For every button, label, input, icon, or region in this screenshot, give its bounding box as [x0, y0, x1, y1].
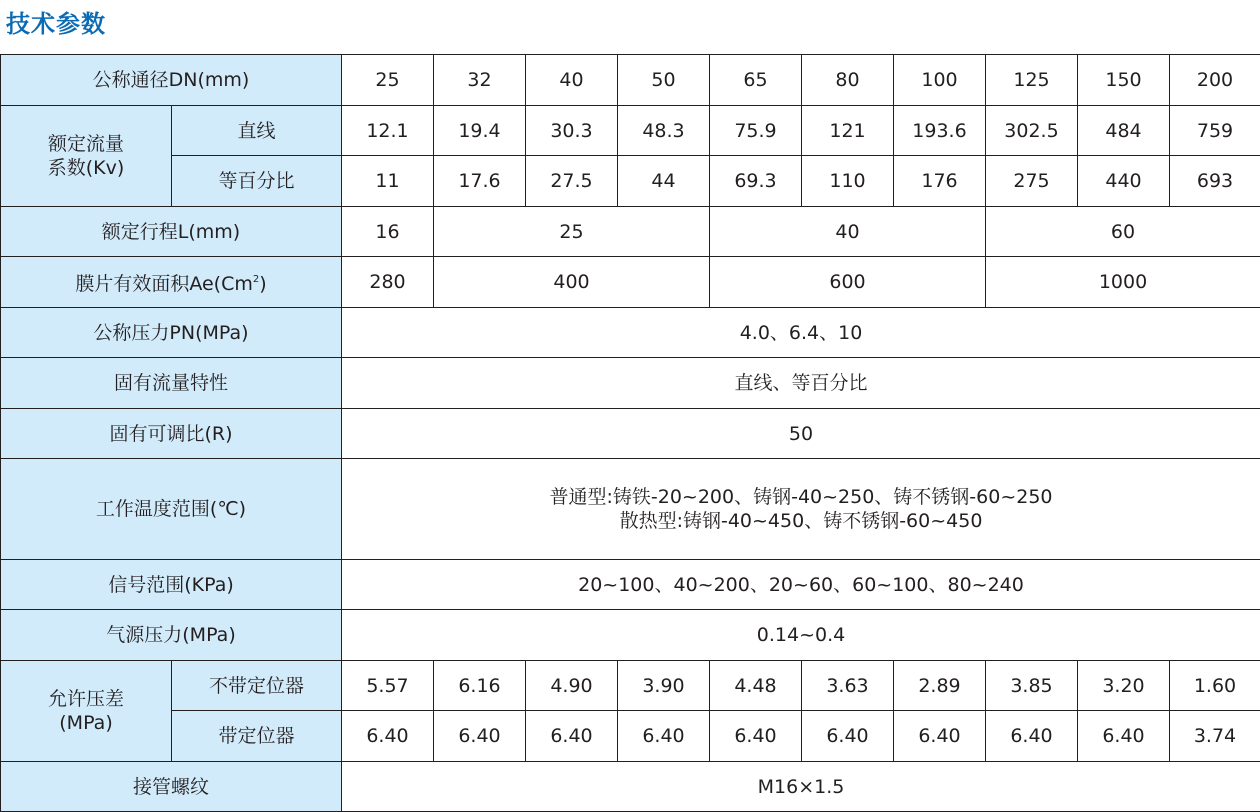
row-label: 气源压力(MPa) — [1, 610, 342, 661]
cell-value: 25 — [342, 55, 434, 106]
cell-value: 6.40 — [802, 711, 894, 762]
cell-value: 11 — [342, 156, 434, 207]
row-label: 等百分比 — [172, 156, 342, 207]
cell-value: 48.3 — [618, 106, 710, 156]
cell-value: 193.6 — [894, 106, 986, 156]
cell-value: 3.74 — [1170, 711, 1260, 762]
dp-group-label — [1, 661, 172, 762]
cell-value: 65 — [710, 55, 802, 106]
kv-group-label-line1: 额定流量 — [47, 133, 124, 155]
row-label: 工作温度范围(℃) — [1, 459, 342, 560]
dp-group-label-line1: 允许压差 — [47, 688, 124, 710]
cell-value: 6.40 — [986, 711, 1078, 762]
cell-value: 6.40 — [618, 711, 710, 762]
cell-value — [342, 459, 1260, 560]
cell-value: 3.90 — [618, 661, 710, 711]
cell-value: M16×1.5 — [342, 762, 1260, 812]
row-signal — [1, 560, 1260, 610]
area-label-sup: 2 — [252, 274, 260, 285]
area-label-end: ) — [259, 273, 267, 295]
cell-value: 3.85 — [986, 661, 1078, 711]
row-dp-with — [1, 711, 1260, 762]
cell-value: 6.40 — [894, 711, 986, 762]
row-thread — [1, 762, 1260, 812]
cell-value: 125 — [986, 55, 1078, 106]
cell-value: 150 — [1078, 55, 1170, 106]
row-temperature — [1, 459, 1260, 560]
row-flow-characteristic — [1, 358, 1260, 409]
section-title: 技术参数 — [6, 10, 106, 38]
cell-value: 12.1 — [342, 106, 434, 156]
cell-value: 440 — [1078, 156, 1170, 207]
temp-line-2: 散热型:铸钢-40~450、铸不锈钢-60~450 — [619, 510, 983, 532]
cell-value: 176 — [894, 156, 986, 207]
kv-group-label — [1, 106, 172, 207]
cell-value: 400 — [434, 257, 710, 308]
cell-value: 44 — [618, 156, 710, 207]
cell-value: 693 — [1170, 156, 1260, 207]
row-label: 信号范围(KPa) — [1, 560, 342, 610]
spec-table — [0, 54, 1260, 812]
cell-value: 200 — [1170, 55, 1260, 106]
row-area — [1, 257, 1260, 308]
row-label: 固有流量特性 — [1, 358, 342, 409]
cell-value: 6.40 — [434, 711, 526, 762]
row-label: 带定位器 — [172, 711, 342, 762]
cell-value: 6.40 — [710, 711, 802, 762]
row-kv-linear — [1, 106, 1260, 156]
cell-value: 80 — [802, 55, 894, 106]
cell-value: 6.16 — [434, 661, 526, 711]
cell-value: 100 — [894, 55, 986, 106]
cell-value: 1000 — [986, 257, 1260, 308]
row-label: 公称压力PN(MPa) — [1, 308, 342, 358]
cell-value: 20~100、40~200、20~60、60~100、80~240 — [342, 560, 1260, 610]
row-label: 公称通径DN(mm) — [1, 55, 342, 106]
row-stroke — [1, 207, 1260, 257]
cell-value: 25 — [434, 207, 710, 257]
row-label: 直线 — [172, 106, 342, 156]
cell-value: 69.3 — [710, 156, 802, 207]
row-dp-without — [1, 661, 1260, 711]
cell-value: 302.5 — [986, 106, 1078, 156]
cell-value: 484 — [1078, 106, 1170, 156]
cell-value: 6.40 — [342, 711, 434, 762]
cell-value: 16 — [342, 207, 434, 257]
cell-value: 50 — [618, 55, 710, 106]
cell-value: 121 — [802, 106, 894, 156]
cell-value: 2.89 — [894, 661, 986, 711]
row-label: 固有可调比(R) — [1, 409, 342, 459]
row-kv-equal — [1, 156, 1260, 207]
cell-value: 275 — [986, 156, 1078, 207]
cell-value: 3.63 — [802, 661, 894, 711]
cell-value: 110 — [802, 156, 894, 207]
cell-value: 直线、等百分比 — [342, 358, 1260, 409]
area-label-main: 膜片有效面积Ae(Cm — [75, 273, 253, 295]
cell-value: 1.60 — [1170, 661, 1260, 711]
cell-value: 4.90 — [526, 661, 618, 711]
cell-value: 5.57 — [342, 661, 434, 711]
cell-value: 60 — [986, 207, 1260, 257]
cell-value: 32 — [434, 55, 526, 106]
cell-value: 0.14~0.4 — [342, 610, 1260, 661]
row-label: 额定行程L(mm) — [1, 207, 342, 257]
cell-value: 40 — [526, 55, 618, 106]
cell-value: 759 — [1170, 106, 1260, 156]
cell-value: 27.5 — [526, 156, 618, 207]
kv-group-label-line2: 系数(Kv) — [47, 157, 125, 179]
cell-value: 600 — [710, 257, 986, 308]
row-dn — [1, 55, 1260, 106]
row-label — [1, 257, 342, 308]
row-pn — [1, 308, 1260, 358]
cell-value: 75.9 — [710, 106, 802, 156]
cell-value: 30.3 — [526, 106, 618, 156]
row-label: 接管螺纹 — [1, 762, 342, 812]
cell-value: 50 — [342, 409, 1260, 459]
temp-line-1: 普通型:铸铁-20~200、铸钢-40~250、铸不锈钢-60~250 — [549, 486, 1053, 508]
dp-group-label-line2: (MPa) — [59, 712, 113, 734]
cell-value: 17.6 — [434, 156, 526, 207]
cell-value: 280 — [342, 257, 434, 308]
cell-value: 4.0、6.4、10 — [342, 308, 1260, 358]
cell-value: 3.20 — [1078, 661, 1170, 711]
row-range-ratio — [1, 409, 1260, 459]
row-label: 不带定位器 — [172, 661, 342, 711]
row-air-supply — [1, 610, 1260, 661]
cell-value: 19.4 — [434, 106, 526, 156]
cell-value: 6.40 — [1078, 711, 1170, 762]
cell-value: 40 — [710, 207, 986, 257]
cell-value: 6.40 — [526, 711, 618, 762]
cell-value: 4.48 — [710, 661, 802, 711]
